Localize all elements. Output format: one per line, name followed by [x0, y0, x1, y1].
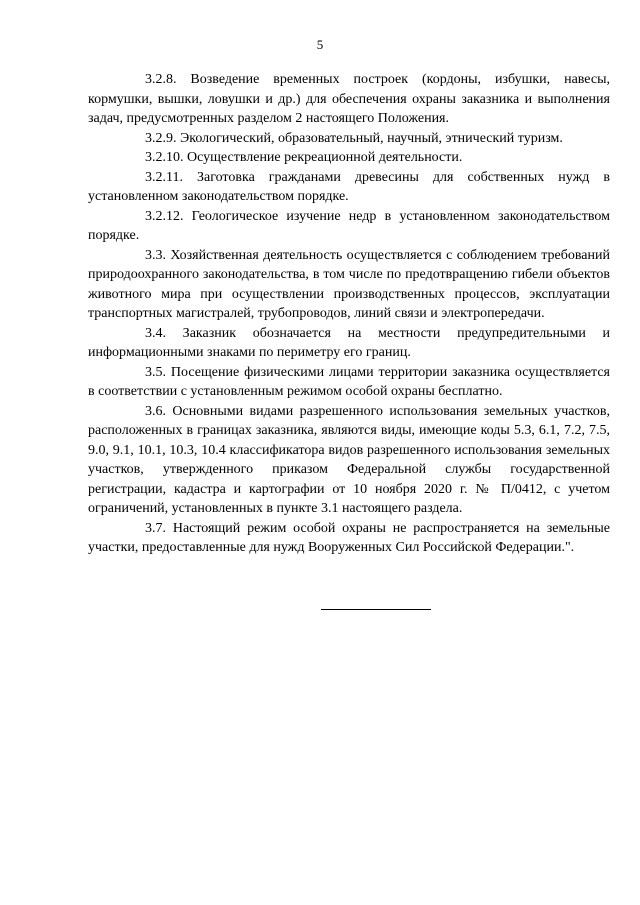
paragraph-3-2-8: 3.2.8. Возведение временных построек (кордоны, избушки, навесы, кормушки, вышки, ловушки и др.) для обеспечения охраны заказника и выполнения задач, предусмотренных разделом 2 настоящего Положения. [88, 72, 610, 126]
end-separator-line [321, 609, 431, 610]
paragraph-3-2-9: 3.2.9. Экологический, образовательный, научный, этнический туризм. [145, 130, 563, 146]
paragraph-3-4: 3.4. Заказник обозначается на местности предупредительными и информационными знаками по периметру его границ. [88, 325, 610, 360]
paragraph-3-2-11: 3.2.11. Заготовка гражданами древесины для собственных нужд в установленном законодательством порядке. [88, 169, 610, 204]
paragraph-3-5: 3.5. Посещение физическими лицами территории заказника осуществляется в соответствии с установленным режимом особой охраны бесплатно. [88, 364, 610, 399]
paragraph-3-2-12: 3.2.12. Геологическое изучение недр в установленном законодательством порядке. [88, 208, 610, 243]
paragraph-3-6: 3.6. Основными видами разрешенного использования земельных участков, расположенных в границах заказника, являются виды, имеющие коды 5.3, 6.1, 7.2, 7.5, 9.0, 9.1, 10.1, 10.3, 10.4 классификатора видов разрешенного использования земельных участков, утвержденного приказом Федеральной службы государственной регистрации, кадастра и картографии от 10 ноября 2020 г. № П/0412, с учетом ограничений, установленных в пункте 3.1 настоящего раздела. [88, 403, 610, 516]
paragraph-3-7: 3.7. Настоящий режим особой охраны не распространяется на земельные участки, предоставленные для нужд Вооруженных Сил Российской Федерации.". [88, 520, 610, 555]
paragraph-3-3: 3.3. Хозяйственная деятельность осуществляется с соблюдением требований природоохранного законодательства, в том числе по предотвращению гибели объектов животного мира при осуществлении производственных процессов, эксплуатации транспортных магистралей, трубопроводов, линий связи и электропередачи. [88, 247, 610, 321]
page-number: 5 [316, 37, 324, 52]
paragraph-3-2-10: 3.2.10. Осуществление рекреационной деятельности. [145, 150, 463, 165]
document-body [88, 70, 610, 558]
